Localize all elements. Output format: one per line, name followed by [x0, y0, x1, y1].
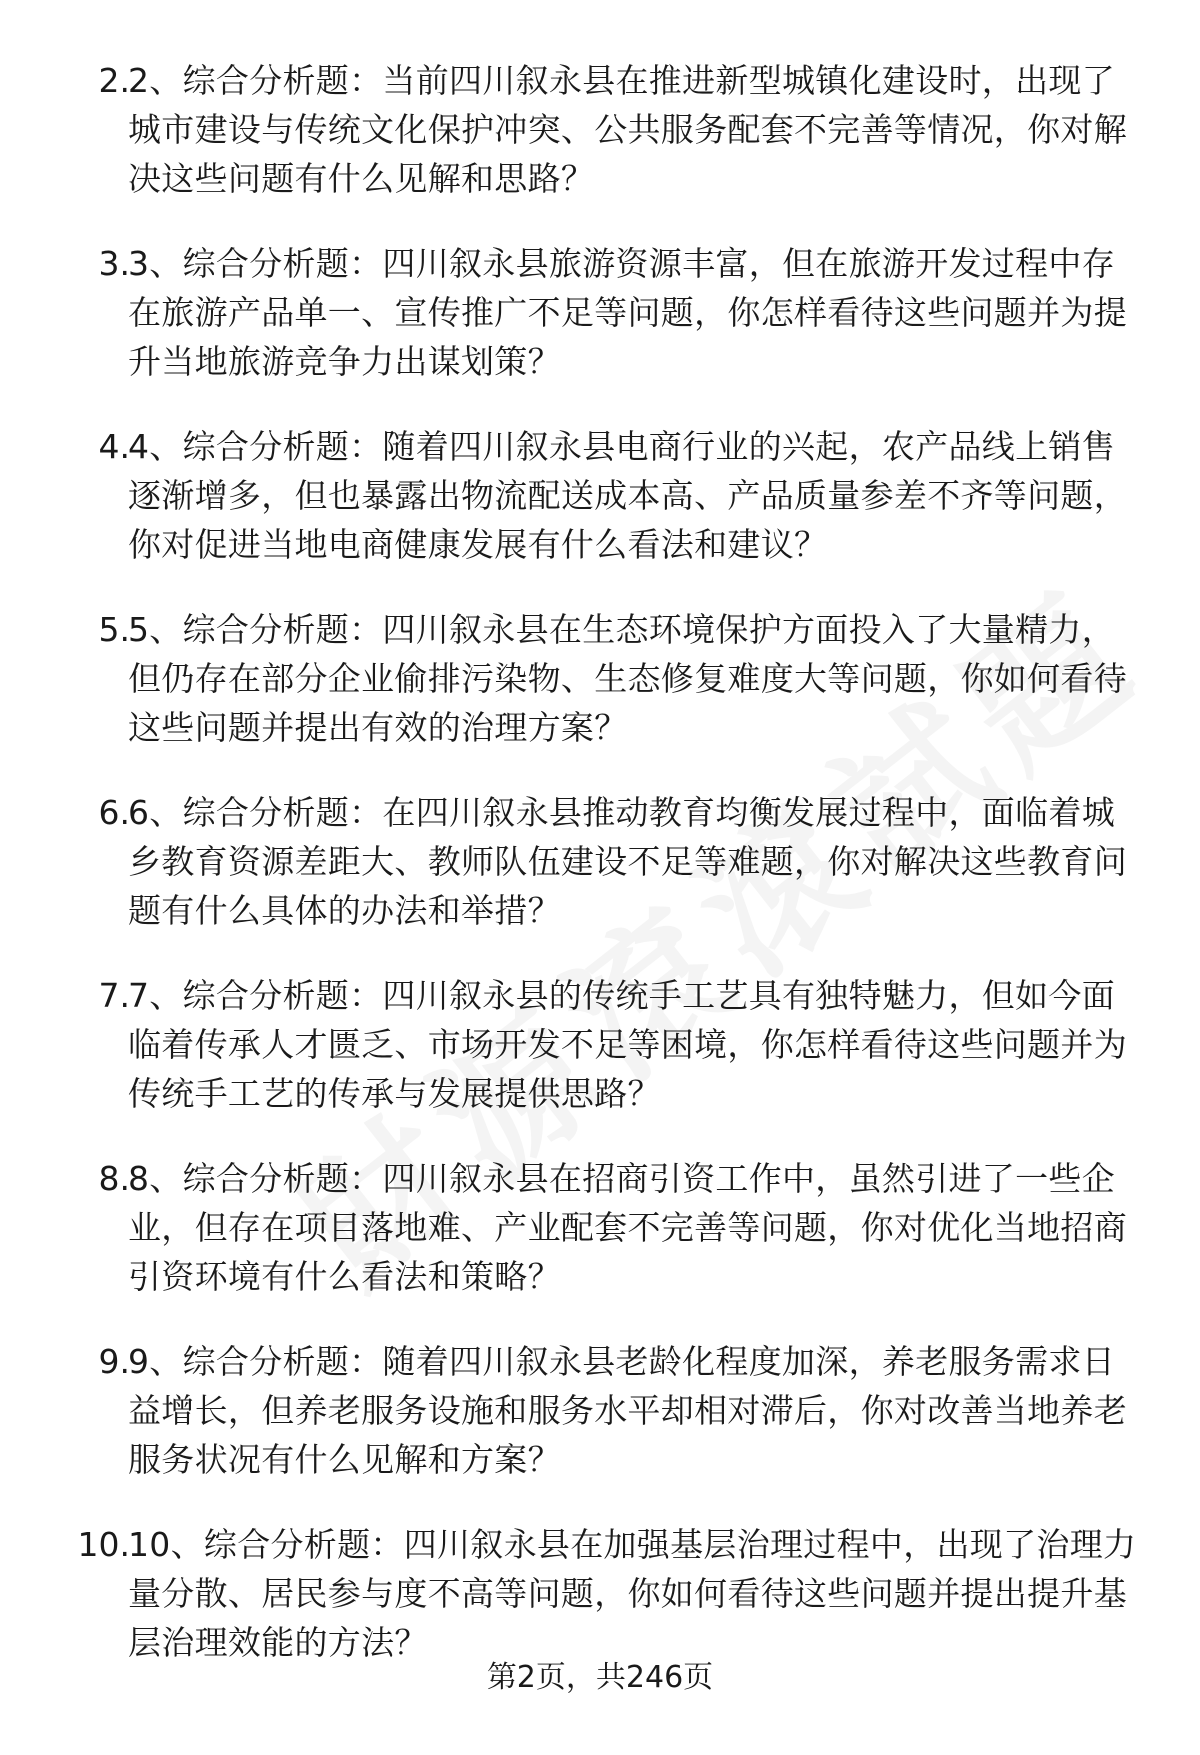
question-text: 8、综合分析题：四川叙永县在招商引资工作中，虽然引进了一些企业，但存在项目落地难、产业配套不完善等问题，你对优化当地招商引资环境有什么看法和策略？ — [128, 1159, 1127, 1296]
question-item-10 — [0, 1520, 1200, 1667]
question-number: 5. — [98, 610, 130, 649]
question-number: 8. — [98, 1159, 130, 1198]
question-item-2 — [0, 56, 1200, 203]
question-text: 9、综合分析题：随着四川叙永县老龄化程度加深，养老服务需求日益增长，但养老服务设施和服务水平却相对滞后，你对改善当地养老服务状况有什么见解和方案？ — [128, 1342, 1127, 1479]
question-number: 4. — [98, 427, 130, 466]
question-text: 2、综合分析题：当前四川叙永县在推进新型城镇化建设时，出现了城市建设与传统文化保护冲突、公共服务配套不完善等情况，你对解决这些问题有什么见解和思路？ — [128, 61, 1127, 198]
question-text: 6、综合分析题：在四川叙永县推动教育均衡发展过程中，面临着城乡教育资源差距大、教师队伍建设不足等难题，你对解决这些教育问题有什么具体的办法和举措？ — [128, 793, 1127, 930]
question-item-6 — [0, 788, 1200, 935]
question-item-5 — [0, 605, 1200, 752]
question-number: 9. — [98, 1342, 130, 1381]
page-indicator: 第2页，共246页 — [486, 1660, 714, 1695]
question-number: 6. — [98, 793, 130, 832]
question-number: 10. — [77, 1525, 130, 1564]
question-text: 3、综合分析题：四川叙永县旅游资源丰富，但在旅游开发过程中存在旅游产品单一、宣传推广不足等问题，你怎样看待这些问题并为提升当地旅游竞争力出谋划策？ — [128, 244, 1127, 381]
question-text: 5、综合分析题：四川叙永县在生态环境保护方面投入了大量精力，但仍存在部分企业偷排污染物、生态修复难度大等问题，你如何看待这些问题并提出有效的治理方案？ — [128, 610, 1127, 747]
question-item-3 — [0, 239, 1200, 386]
question-item-8 — [0, 1154, 1200, 1301]
question-item-7 — [0, 971, 1200, 1118]
question-number: 7. — [98, 976, 130, 1015]
question-text: 7、综合分析题：四川叙永县的传统手工艺具有独特魅力，但如今面临着传承人才匮乏、市场开发不足等困境，你怎样看待这些问题并为传统手工艺的传承与发展提供思路？ — [128, 976, 1127, 1113]
question-item-4 — [0, 422, 1200, 569]
question-list — [0, 56, 1200, 1703]
question-text: 4、综合分析题：随着四川叙永县电商行业的兴起，农产品线上销售逐渐增多，但也暴露出物流配送成本高、产品质量参差不齐等问题，你对促进当地电商健康发展有什么看法和建议？ — [128, 427, 1127, 564]
question-number: 3. — [98, 244, 130, 283]
question-text: 10、综合分析题：四川叙永县在加强基层治理过程中，出现了治理力量分散、居民参与度不高等问题，你如何看待这些问题并提出提升基层治理效能的方法？ — [128, 1525, 1137, 1662]
question-number: 2. — [98, 61, 130, 100]
question-item-9 — [0, 1337, 1200, 1484]
